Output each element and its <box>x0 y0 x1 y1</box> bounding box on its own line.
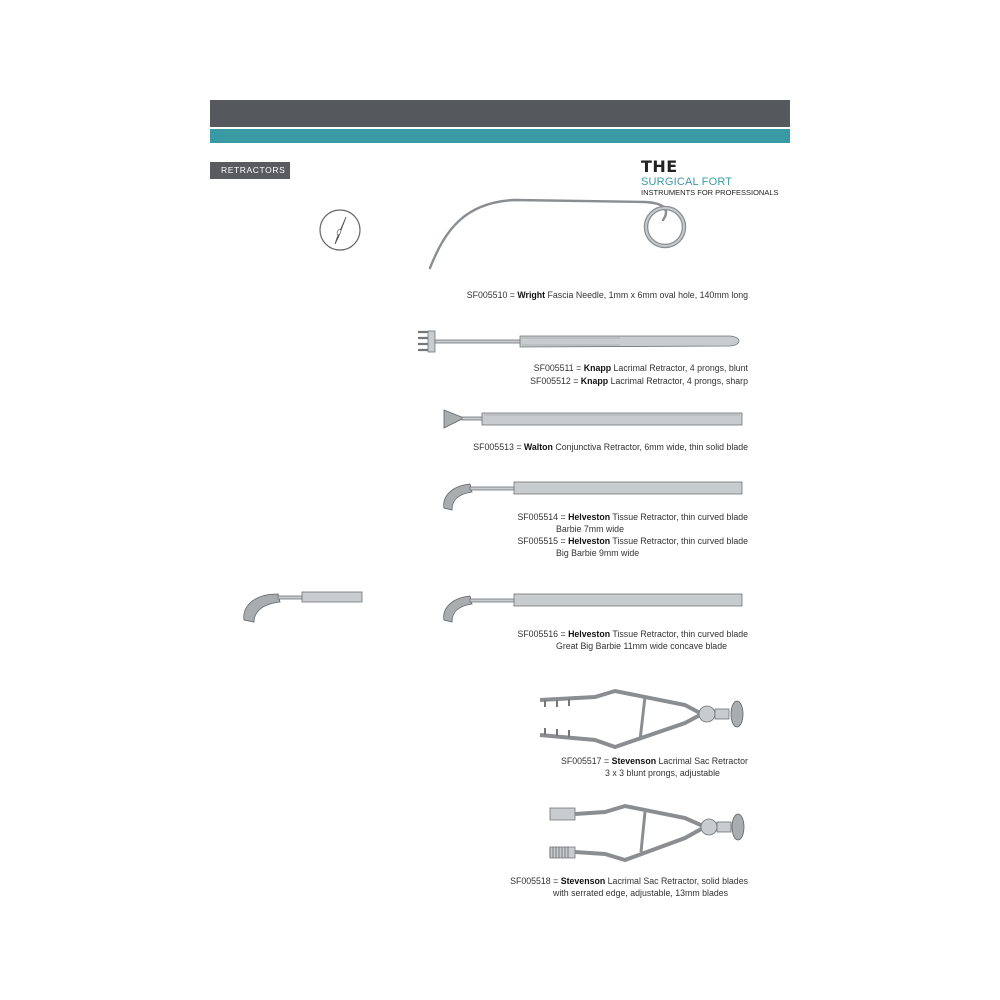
helveston-retractor-image-2 <box>440 590 745 626</box>
header-band-dark <box>210 100 790 127</box>
product-code: SF005513 = <box>473 442 524 452</box>
product-desc: Lacrimal Retractor, 4 prongs, sharp <box>608 376 748 386</box>
helveston-detail-image <box>240 588 365 626</box>
product-caption-sf005514 <box>517 511 748 523</box>
product-desc: Lacrimal Retractor, 4 prongs, blunt <box>611 363 748 373</box>
product-sub-sf005515: Big Barbie 9mm wide <box>556 548 640 558</box>
stevenson-retractor-image-1 <box>535 685 750 755</box>
product-code: SF005518 = <box>510 876 561 886</box>
product-sub-sf005516: Great Big Barbie 11mm wide concave blade <box>556 641 727 651</box>
knapp-retractor-image <box>410 328 745 356</box>
stevenson-retractor-image-2 <box>545 800 750 865</box>
wright-fascia-needle-image <box>425 190 725 270</box>
product-code: SF005516 = <box>517 629 569 639</box>
product-code: SF005517 = <box>560 756 612 766</box>
product-caption-sf005510 <box>467 289 748 301</box>
product-desc: Tissue Retractor, thin curved blade <box>610 512 748 522</box>
product-desc: Lacrimal Sac Retractor, solid blades <box>605 876 748 886</box>
product-brand: Knapp <box>583 363 612 373</box>
product-code: SF005514 = <box>517 512 569 522</box>
logo-line-2: SURGICAL FORT <box>641 176 733 188</box>
product-desc: Tissue Retractor, thin curved blade <box>610 536 748 546</box>
walton-retractor-image <box>440 406 745 432</box>
product-desc: Lacrimal Sac Retractor <box>656 756 748 766</box>
product-code: SF005510 = <box>466 290 518 300</box>
product-caption-sf005518 <box>510 875 748 887</box>
product-brand: Stevenson <box>611 756 657 766</box>
product-caption-sf005513 <box>473 441 748 453</box>
product-sub-sf005517: 3 x 3 blunt prongs, adjustable <box>605 768 720 778</box>
product-brand: Walton <box>523 442 553 452</box>
product-sub-sf005518: with serrated edge, adjustable, 13mm blades <box>553 888 729 898</box>
product-brand: Stevenson <box>560 876 606 886</box>
product-brand: Wright <box>517 290 546 300</box>
product-brand: Knapp <box>580 376 609 386</box>
product-caption-sf005515 <box>517 535 748 547</box>
helveston-retractor-image-1 <box>440 478 745 514</box>
logo-line-3: INSTRUMENTS FOR PROFESSIONALS <box>641 188 779 197</box>
product-brand: Helveston <box>568 536 611 546</box>
header-band-teal <box>210 129 790 143</box>
product-code: SF005511 = <box>533 363 584 373</box>
product-caption-sf005512 <box>530 375 748 387</box>
category-tag: RETRACTORS <box>210 162 290 179</box>
magnifier-circle-icon <box>318 208 362 252</box>
product-caption-sf005511 <box>534 362 748 374</box>
product-sub-sf005514: Barbie 7mm wide <box>556 524 624 534</box>
product-code: SF005515 = <box>517 536 569 546</box>
product-desc: Tissue Retractor, thin curved blade <box>610 629 748 639</box>
product-desc: Conjunctiva Retractor, 6mm wide, thin solid blade <box>552 442 748 452</box>
product-code: SF005512 = <box>530 376 581 386</box>
logo-line-1: THE <box>641 157 678 176</box>
product-brand: Helveston <box>568 629 611 639</box>
product-desc: Fascia Needle, 1mm x 6mm oval hole, 140mm long <box>545 290 748 300</box>
product-caption-sf005516 <box>517 628 748 640</box>
product-brand: Helveston <box>568 512 611 522</box>
product-caption-sf005517 <box>561 755 748 767</box>
